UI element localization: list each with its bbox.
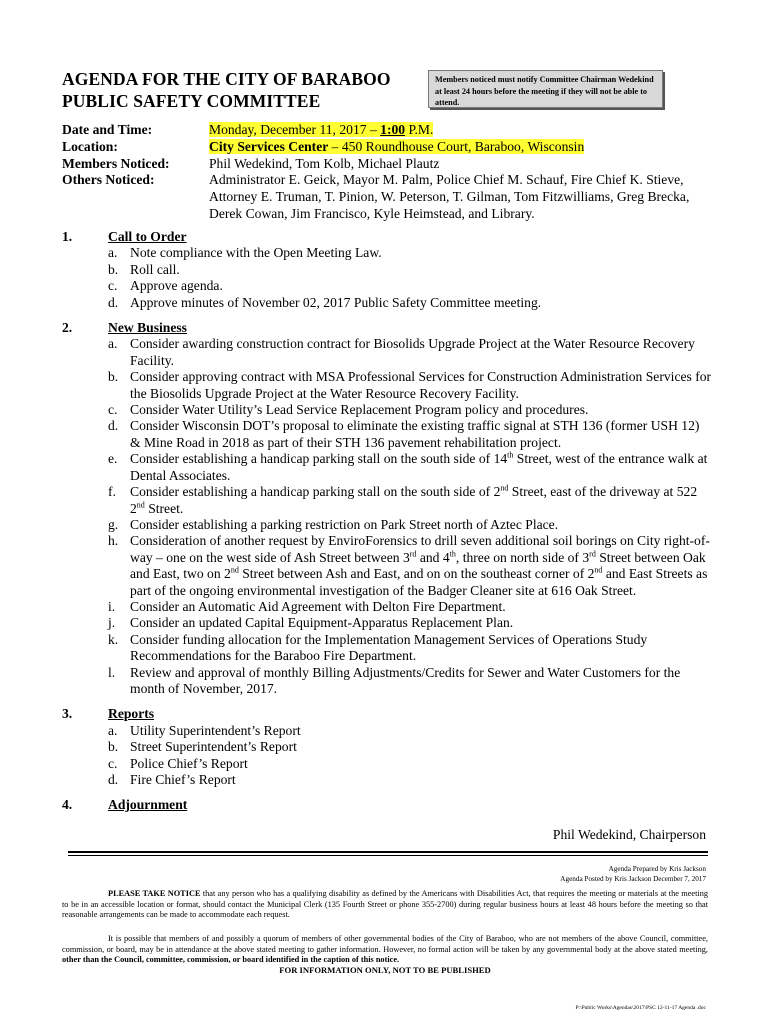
date-row [62,122,709,139]
section-call-to-order [62,229,712,311]
item-letter: k. [108,631,119,647]
divider-line [68,851,708,853]
meeting-info [62,122,709,223]
text-part: and 4 [416,549,450,565]
item-text: Consider awarding construction contract for Biosolids Upgrade Project at the Water Resource Recovery Facility. [130,336,695,368]
item-text: Approve agenda. [130,278,223,294]
notice-lead: PLEASE TAKE NOTICE [108,889,201,898]
ordinal-suffix: th [449,549,456,559]
location-address: – 450 Roundhouse Court, Baraboo, Wisconsin [328,138,585,154]
prepared-by-block [560,864,706,884]
ordinal-suffix: th [507,450,514,460]
text-part: and East Streets as part of the ongoing environmental investigation of the Badger Cleaner site at 616 Oak Street. [130,566,708,598]
item-text: Consider establishing a parking restriction on Park Street north of Aztec Place. [130,516,559,532]
item-letter: a. [108,245,118,261]
time-suffix: P.M. [405,122,434,137]
title-line-1: AGENDA FOR THE CITY OF BARABOO [62,69,391,89]
notice-emphasis: other than the Council, committee, commission, or board identified in the caption of this notice. [62,955,400,964]
list-item [108,772,712,788]
location-name: City Services Center [209,138,329,154]
item-text: Consider an updated Capital Equipment-Apparatus Replacement Plan. [130,615,514,631]
item-letter: j. [108,615,116,631]
quorum-notice [62,934,708,966]
posted-by: Agenda Posted by Kris Jackson December 7, 2017 [560,875,706,883]
list-item [108,665,712,698]
item-letter: d. [108,418,119,434]
text-part: Consider establishing a handicap parking stall on the south side of 14 [130,451,508,467]
list-item [108,517,712,533]
text-part: Consider establishing a handicap parking stall on the south side of 2 [130,484,501,500]
section-heading: Reports [108,706,155,722]
agenda-sections [62,229,712,823]
item-letter: i. [108,598,116,614]
ordinal-suffix: nd [230,565,239,575]
members-notice-box: Members noticed must notify Committee Chairman Wedekind at least 24 hours before the meeting if they will not be able to attend. [428,70,663,108]
section-number: 2. [62,320,73,336]
item-text: Approve minutes of November 02, 2017 Public Safety Committee meeting. [130,294,542,310]
ordinal-suffix: nd [136,499,145,509]
list-item [108,336,712,369]
item-list [108,723,712,789]
divider-line [68,855,708,856]
item-letter: a. [108,722,118,738]
item-letter: a. [108,336,118,352]
others-label: Others Noticed: [62,172,155,188]
item-text: Consider funding allocation for the Implementation Management Services of Operations Study Recommendations for the Baraboo Fire Department. [130,631,648,664]
item-letter: b. [108,369,119,385]
item-text [130,484,697,515]
list-item [108,599,712,615]
section-adjournment [62,797,712,813]
ordinal-suffix: nd [500,483,509,493]
list-item [108,418,712,451]
item-list [108,245,712,311]
item-letter: e. [108,451,118,467]
item-text: Consider Water Utility’s Lead Service Replacement Program policy and procedures. [130,402,589,418]
location-value [209,139,709,156]
ordinal-suffix: rd [589,549,596,559]
item-text: Note compliance with the Open Meeting Law. [130,245,382,261]
location-row [62,139,709,156]
item-text: Consider Wisconsin DOT’s proposal to eliminate the existing traffic signal at STH 136 (former USH 12) & Mine Road in 2018 as part of their STH 136 pavement rehabilitation project. [130,418,700,450]
text-part: Street. [144,500,184,516]
item-text: Street Superintendent’s Report [130,739,297,755]
members-row [62,156,709,173]
meeting-time: 1:00 [380,122,406,137]
others-row [62,172,709,222]
text-part: , three on north side of 3 [455,549,590,565]
list-item [108,739,712,755]
item-text: Roll call. [130,261,180,277]
item-text: Review and approval of monthly Billing Adjustments/Credits for Sewer and Water Customers for the month of November, 2017. [130,664,681,696]
list-item [108,245,712,261]
date-text: Monday, December 11, 2017 – [209,122,381,137]
text-part: Consideration of another request by EnviroForensics to drill seven additional soil borings on City right-of-way – one on the west side of Ash Street between 3 [130,533,710,565]
section-reports [62,706,712,788]
item-letter: g. [108,516,119,532]
section-heading: Adjournment [108,797,188,813]
item-text: Police Chief’s Report [130,755,248,771]
notice-body: that any person who has a qualifying disability as defined by the Americans with Disabilities Act, that requires the meeting or materials at the meeting to be in an accessible location or format, should contact the Municipal Clerk (135 Fourth Street or phone 355-2700) during regular business hours at least 48 hours before the meeting so that reasonable arrangements can be made to accommodate each request. [62,889,709,919]
item-text: Utility Superintendent’s Report [130,722,301,738]
date-value [209,122,709,139]
section-heading: Call to Order [108,229,187,244]
item-letter: c. [108,755,118,771]
list-item [108,278,712,294]
text-part: Street between Ash and East, and on on the southeast corner of 2 [238,566,595,582]
notice-body: It is possible that members of and possibly a quorum of members of other governmental bodies of the City of Baraboo, who are not members of the above Council, committee, commission, or board, may be in attendance at the above stated meeting to gather information. However, no formal action will be taken by any governmental body at the above stated meeting, [62,934,708,954]
ordinal-suffix: rd [409,549,417,559]
item-letter: h. [108,533,119,549]
item-text: Fire Chief’s Report [130,772,236,787]
section-number: 3. [62,706,73,722]
list-item [108,533,712,599]
text-part: Street, east of the driveway at 522 2 [130,484,698,516]
list-item [108,484,712,517]
list-item [108,295,712,311]
title-line-2: PUBLIC SAFETY COMMITTEE [62,91,321,111]
date-label: Date and Time: [62,122,153,137]
file-path: P:\Public Works\Agendas\2017\PSC 12-11-17 Agenda .doc [575,1005,706,1011]
item-letter: c. [108,402,118,418]
information-only-note: FOR INFORMATION ONLY, NOT TO BE PUBLISHED [279,965,491,975]
item-text: Consider an Automatic Aid Agreement with Delton Fire Department. [130,598,506,614]
ordinal-suffix: nd [594,565,603,575]
section-new-business [62,320,712,697]
list-item [108,262,712,278]
text-part: Street between Oak and East, two on 2 [130,549,706,582]
members-value: Phil Wedekind, Tom Kolb, Michael Plautz [209,155,440,171]
section-number: 4. [62,797,73,813]
list-item [108,615,712,631]
item-letter: b. [108,261,119,277]
item-letter: b. [108,739,119,755]
item-letter: d. [108,294,119,310]
item-letter: d. [108,772,119,787]
text-part: Street, west of the entrance walk at Dental Associates. [130,451,708,483]
section-heading: New Business [108,320,187,336]
list-item [108,451,712,484]
item-letter: f. [108,484,116,500]
item-text [130,451,707,482]
others-value: Administrator E. Geick, Mayor M. Palm, Police Chief M. Schauf, Fire Chief K. Stieve, Attorney E. Truman, T. Pinion, W. Peterson, T. Gilman, Tom Fitzwilliams, Greg Brecka, Derek Cowan, Jim Francisco, Kyle Heimstead, and Library. [209,172,690,221]
list-item [108,723,712,739]
agenda-title [62,68,422,112]
prepared-by: Agenda Prepared by Kris Jackson [608,865,706,873]
location-label: Location: [62,138,118,154]
list-item [108,369,712,402]
item-text: Consider approving contract with MSA Professional Services for Construction Administration Services for the Biosolids Upgrade Project at the Water Resource Recovery Facility. [130,369,712,401]
chairperson-signature: Phil Wedekind, Chairperson [552,827,706,842]
list-item [108,756,712,772]
item-letter: l. [108,664,116,680]
ada-notice [62,889,708,921]
item-list [108,336,712,697]
item-text [130,533,710,597]
members-label: Members Noticed: [62,155,170,171]
section-number: 1. [62,229,73,244]
list-item [108,402,712,418]
list-item [108,632,712,665]
item-letter: c. [108,278,118,294]
